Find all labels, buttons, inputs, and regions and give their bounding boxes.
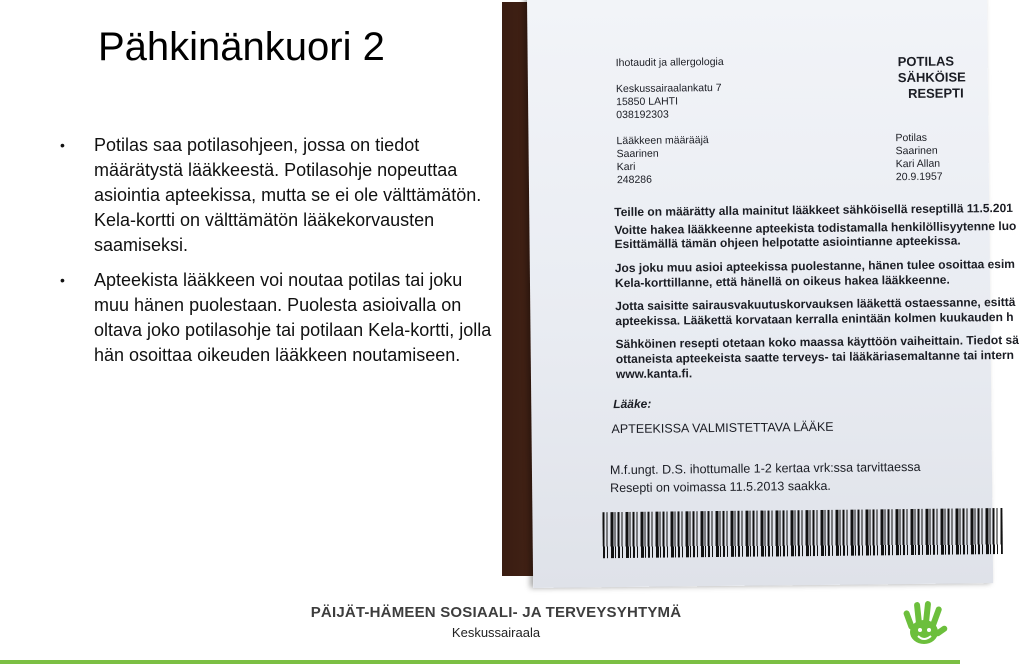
footer-unit: Keskussairaala xyxy=(451,625,541,640)
prescriber-line: 248286 xyxy=(616,173,653,187)
drug-label: Lääke: xyxy=(613,396,652,412)
clinic-line: Ihotaudit ja allergologia xyxy=(615,55,724,70)
clinic-line: 038192303 xyxy=(616,108,669,122)
green-hand-logo-icon xyxy=(896,596,952,652)
doc-body-line: Jotta saisitte sairausvakuutuskorvauksen lääkettä ostaessanne, esittä xyxy=(615,294,1016,314)
doc-body-line: apteekissa. Lääkettä korvataan kerralla enintään kolmen kuukauden h xyxy=(615,309,1014,329)
doc-body-line: Teille on määrätty alla mainitut lääkkeet sähköisellä reseptillä 11.5.201 xyxy=(614,200,1013,220)
clinic-line: Keskussairaalankatu 7 xyxy=(615,81,722,96)
doc-heading-line: RESEPTI xyxy=(907,85,964,102)
bullet-text: Potilas saa potilasohjeen, jossa on tiedot määrätystä lääkkeestä. Potilasohje nopeuttaa asiointia apteekissa, mutta se ei ole välttämätön. Kela-kortti on välttämätön lääkekorvausten saamiseksi. xyxy=(94,135,482,255)
slide-title: Pähkinänkuori 2 xyxy=(98,25,385,69)
patient-line: Kari Allan xyxy=(895,157,941,171)
prescriber-line: Saarinen xyxy=(616,147,659,161)
bullet-dot-icon: • xyxy=(60,272,65,288)
footer-green-rule xyxy=(0,660,960,664)
drug-name: APTEEKISSA VALMISTETTAVA LÄÄKE xyxy=(611,419,834,437)
prescription-photo xyxy=(502,2,1019,576)
doc-heading-line: POTILAS xyxy=(897,53,955,70)
prescriber-line: Kari xyxy=(616,160,636,174)
patient-line: 20.9.1957 xyxy=(895,170,943,184)
clinic-line: 15850 LAHTI xyxy=(616,95,679,109)
dosage-text: M.f.ungt. D.S. ihottumalle 1-2 kertaa vrk:ssa tarvittaessa xyxy=(609,459,921,478)
doc-body-line: Jos joku muu asioi apteekissa puolestanne, hänen tulee osoittaa esim xyxy=(614,256,1016,276)
bullet-text: Apteekista lääkkeen voi noutaa potilas tai joku muu hänen puolestaan. Puolesta asioivalla on oltava joko potilasohje tai potilaan Kela-kortti, jolla hän osoittaa oikeuden lääkkeen noutamiseen. xyxy=(94,270,492,365)
doc-body-line: Esittämällä tämän ohjeen helpotatte asiointianne apteekissa. xyxy=(614,233,961,252)
patient-line: Saarinen xyxy=(895,144,938,158)
footer-organization: PÄIJÄT-HÄMEEN SOSIAALI- JA TERVEYSYHTYMÄ xyxy=(310,604,682,621)
patient-label: Potilas xyxy=(895,131,928,145)
doc-body-line: Voitte hakea lääkkeenne apteekista todistamalla henkilöllisyytenne luo xyxy=(614,218,1017,238)
doc-body-line: www.kanta.fi. xyxy=(615,366,693,382)
barcode xyxy=(602,508,1002,558)
bullet-item xyxy=(60,268,500,368)
bullet-item xyxy=(60,133,500,258)
doc-heading-line: SÄHKÖISE xyxy=(897,69,966,86)
doc-body-line: Kela-korttillanne, että hänellä on oikeus hakea lääkkeenne. xyxy=(614,272,950,291)
prescription-paper xyxy=(527,0,1019,588)
doc-body-line: Sähköinen resepti otetaan koko maassa käyttöön vaiheittain. Tiedot sä xyxy=(615,332,1019,352)
bullet-list xyxy=(60,133,500,378)
doc-body-line: ottaneista apteekeista saatte terveys- tai lääkäriasemaltanne tai intern xyxy=(615,347,1015,367)
validity-text: Resepti on voimassa 11.5.2013 saakka. xyxy=(610,478,831,496)
bullet-dot-icon: • xyxy=(60,137,65,153)
prescriber-label: Lääkkeen määrääjä xyxy=(616,134,709,148)
